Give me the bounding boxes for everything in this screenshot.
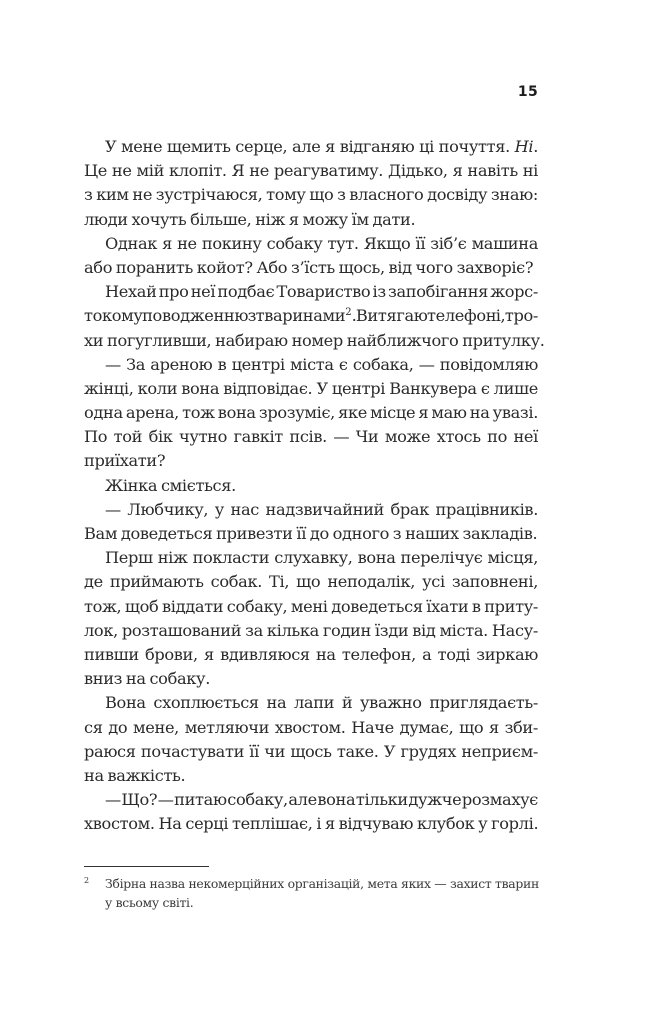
- text-line-tail: . Витягаю телефон і, тро-: [351, 306, 538, 326]
- text-line-content: на важкість.: [84, 765, 186, 785]
- text-line-content: Однак я не покину собаку тут. Якщо її зіб’є машина: [105, 233, 538, 253]
- text-line-content: вниз на собаку.: [84, 669, 210, 689]
- text-line-content: раюся почастувати її чи щось таке. У грудях неприєм-: [84, 741, 538, 761]
- text-line: [84, 595, 538, 619]
- text-line-content: токому поводженню з тваринами: [84, 306, 346, 326]
- text-line: [84, 764, 538, 788]
- text-line-content: Це не мій клопіт. Я не реагуватиму. Дідько, я навіть ні: [84, 161, 538, 181]
- text-line: [84, 304, 538, 328]
- text-line-content: хи погугливши, набираю номер найближчого притулку.: [84, 330, 545, 350]
- text-line-content: хвостом. На серці теплішає, і я відчуваю клубок у горлі.: [84, 814, 539, 834]
- text-line-content: де приймають собак. Ті, що неподалік, усі заповнені,: [84, 572, 538, 592]
- text-line-content: Нехай про неї подбає Товариство із запобігання жорс-: [105, 282, 538, 302]
- text-line-content: ся до мене, метляючи хвостом. Наче думає, що я зби-: [84, 717, 538, 737]
- text-line: [84, 716, 538, 740]
- text-line: [84, 498, 538, 522]
- text-line-content: одна арена, тож вона зрозуміє, яке місце я маю на увазі.: [84, 403, 538, 423]
- text-line: [84, 135, 538, 159]
- text-line: [84, 401, 538, 425]
- footnote-marker: 2: [84, 876, 90, 885]
- text-line-tail: .: [533, 137, 538, 156]
- text-line: [84, 208, 538, 232]
- text-line: [84, 691, 538, 715]
- text-line-content: По той бік чутно гавкіт псів. — Чи може хтось по неї: [84, 427, 538, 447]
- text-line: [84, 256, 538, 280]
- text-line: [84, 522, 538, 546]
- footnote-reference[interactable]: 2: [345, 307, 352, 319]
- text-line-content: пивши брови, я вдивляюся на телефон, а тоді зиркаю: [84, 644, 538, 664]
- text-line: [84, 280, 538, 304]
- text-line-content: Вам доведеться привезти її до одного з наших закладів.: [84, 524, 538, 543]
- footnote: [84, 874, 538, 912]
- footnote-line: Збірна назва некомерційних організацій, мета яких — захист тварин: [105, 876, 539, 891]
- page-number: 15: [517, 84, 538, 100]
- text-line-content: або поранить койот? Або з’їсть щось, від чого захворіє?: [84, 257, 534, 277]
- text-line: [84, 425, 538, 449]
- text-line-content: лок, розташований за кілька годин їзди від міста. Насу-: [84, 620, 538, 640]
- text-line: [84, 788, 538, 812]
- text-line: [84, 619, 538, 643]
- footnote-divider: [84, 866, 209, 867]
- text-line: [84, 232, 538, 256]
- text-line-content: жінці, коли вона відповідає. У центрі Ванкувера є лише: [84, 378, 538, 398]
- text-line: [84, 643, 538, 667]
- text-line-content: — Любчику, у нас надзвичайний брак працівників.: [105, 499, 538, 519]
- text-line: [84, 546, 538, 570]
- footnote-line: у всьому світі.: [105, 895, 194, 910]
- text-line: [84, 570, 538, 594]
- text-line-content: тож, щоб віддати собаку, мені доведеться їхати в приту-: [84, 596, 538, 616]
- text-line: [84, 474, 538, 498]
- text-line-content: Жінка сміється.: [105, 475, 236, 495]
- text-line-content: з ким не зустрічаюся, тому що з власного досвіду знаю:: [84, 185, 538, 205]
- text-line: [84, 159, 538, 183]
- text-line: [84, 353, 538, 377]
- text-line: [84, 449, 538, 473]
- text-line-content: люди хочуть більше, ніж я можу їм дати.: [84, 209, 416, 229]
- text-line: [84, 183, 538, 207]
- text-line: [84, 812, 538, 836]
- text-line-content: приїхати?: [84, 451, 166, 471]
- text-line: [84, 667, 538, 691]
- body-text: [84, 135, 545, 836]
- text-line-content: Вона схоплюється на лапи й уважно приглядаєть-: [105, 693, 538, 713]
- text-line: [84, 329, 545, 353]
- text-line-content: — За ареною в центрі міста є собака, — повідомляю: [105, 354, 538, 374]
- footnote-text: [105, 874, 538, 912]
- text-line-content: — Що? — питаю собаку, але вона тільки дужче розмахує: [105, 790, 538, 810]
- text-line: [84, 740, 538, 764]
- text-line: [84, 377, 538, 401]
- emphasis: Ні: [514, 137, 534, 156]
- text-line-content: У мене щемить серце, але я відганяю ці почуття.: [105, 137, 515, 156]
- text-line-content: Перш ніж покласти слухавку, вона перелічує місця,: [105, 548, 538, 568]
